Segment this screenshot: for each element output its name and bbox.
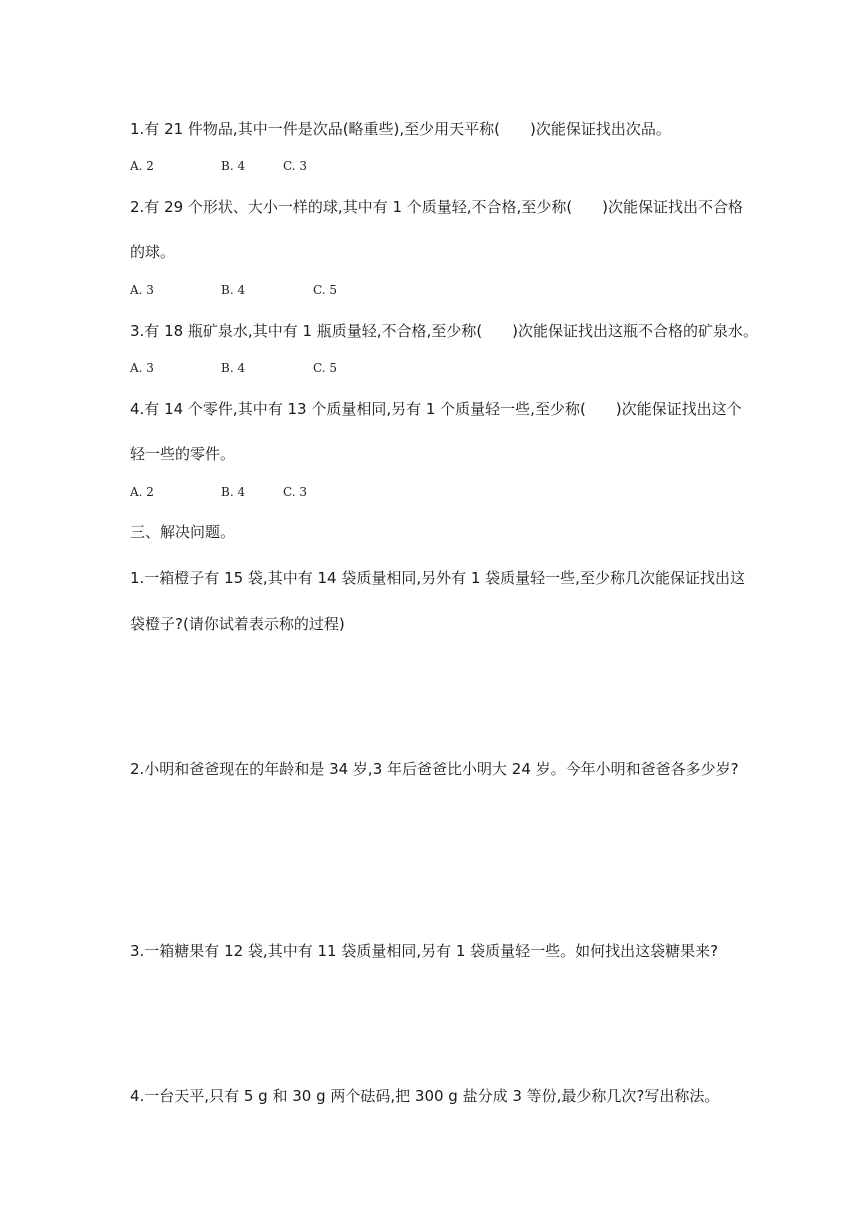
question-4-option-b: B. 4: [221, 485, 246, 499]
question-3-text: 3.有 18 瓶矿泉水,其中有 1 瓶质量轻,不合格,至少称( )次能保证找出这瓶不合格的矿泉水。: [130, 322, 759, 340]
problem-1-text-line2: 袋橙子?(请你试着表示称的过程): [130, 615, 345, 633]
question-4-option-a: A. 2: [130, 485, 154, 499]
problem-4-text: 4.一台天平,只有 5 g 和 30 g 两个砝码,把 300 g 盐分成 3 等份,最少称几次?写出称法。: [130, 1087, 720, 1105]
problem-3-text: 3.一箱糖果有 12 袋,其中有 11 袋质量相同,另有 1 袋质量轻一些。如何找出这袋糖果来?: [130, 942, 719, 960]
problem-1-text-line1: 1.一箱橙子有 15 袋,其中有 14 袋质量相同,另外有 1 袋质量轻一些,至少称几次能保证找出这: [130, 569, 745, 587]
question-4-option-c: C. 3: [283, 485, 308, 499]
question-2-option-a: A. 3: [130, 283, 154, 297]
question-3-option-b: B. 4: [221, 361, 246, 375]
question-2-text-line2: 的球。: [130, 243, 176, 261]
question-1-option-b: B. 4: [221, 159, 246, 173]
question-1-option-c: C. 3: [283, 159, 308, 173]
question-3-option-c: C. 5: [313, 361, 338, 375]
question-3-option-a: A. 3: [130, 361, 154, 375]
question-4-text-line1: 4.有 14 个零件,其中有 13 个质量相同,另有 1 个质量轻一些,至少称( )次能保证找出这个: [130, 400, 742, 418]
question-2-text-line1: 2.有 29 个形状、大小一样的球,其中有 1 个质量轻,不合格,至少称( )次能保证找出不合格: [130, 198, 744, 216]
question-2-option-b: B. 4: [221, 283, 246, 297]
question-1-text: 1.有 21 件物品,其中一件是次品(略重些),至少用天平称( )次能保证找出次品。: [130, 120, 671, 138]
question-4-text-line2: 轻一些的零件。: [130, 445, 236, 463]
section-heading: 三、解决问题。: [130, 523, 236, 541]
question-1-option-a: A. 2: [130, 159, 154, 173]
question-2-option-c: C. 5: [313, 283, 338, 297]
problem-2-text: 2.小明和爸爸现在的年龄和是 34 岁,3 年后爸爸比小明大 24 岁。今年小明和爸爸各多少岁?: [130, 760, 739, 778]
